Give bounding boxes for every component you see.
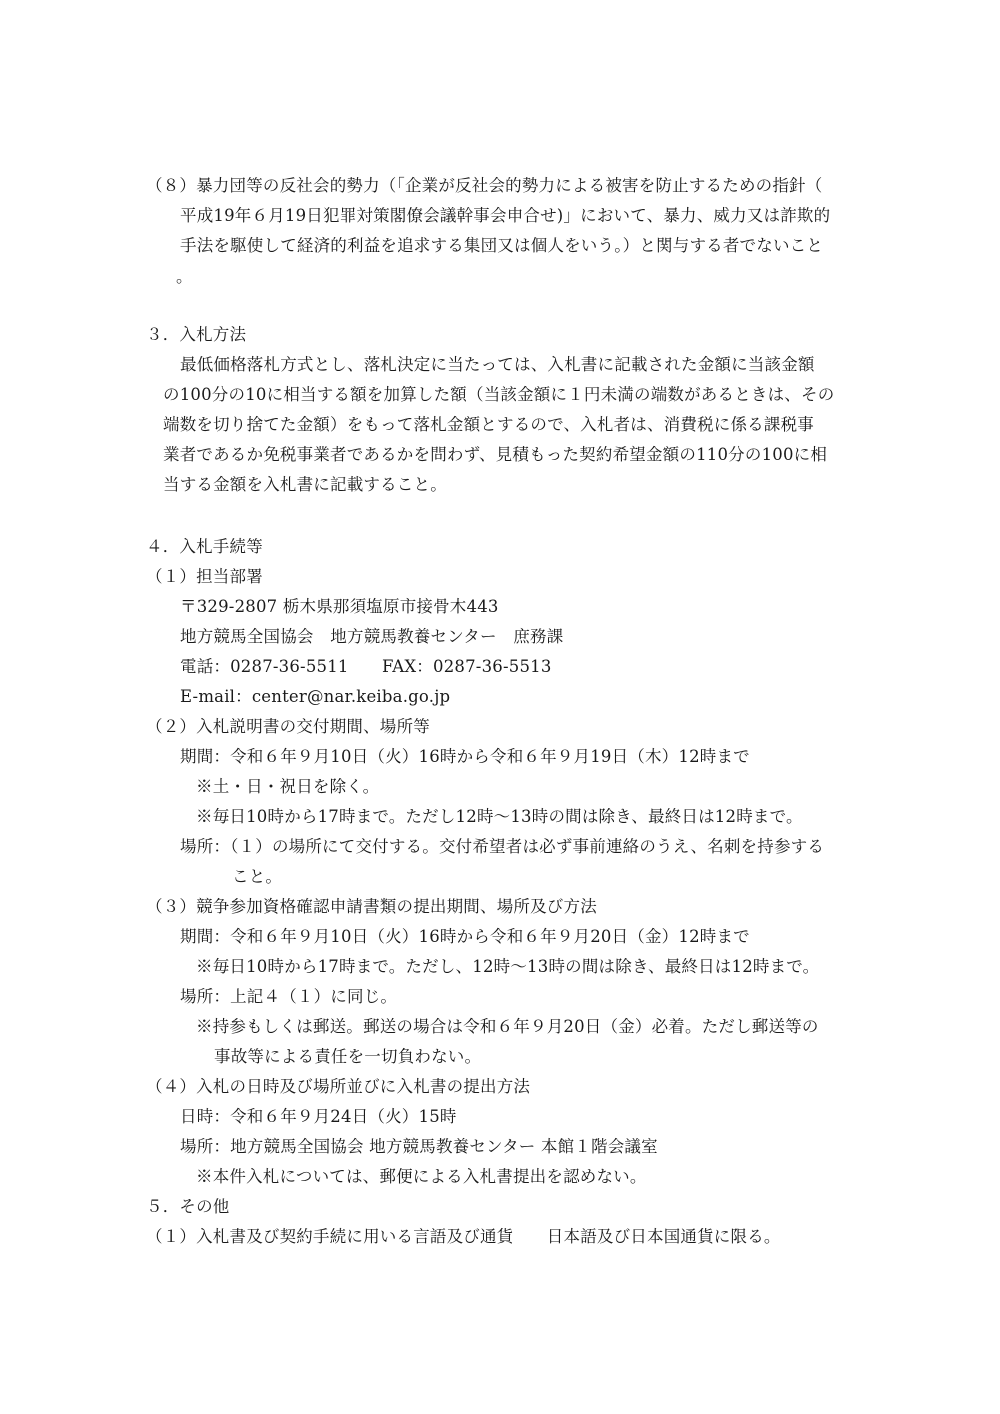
section4-3-note1: ※毎日10時から17時まで。ただし、12時～13時の間は除き、最終日は12時まで。	[196, 957, 820, 976]
section4-4-note: ※本件入札については、郵便による入札書提出を認めない。	[196, 1167, 647, 1186]
section4-2-place-line2: こと。	[232, 867, 283, 886]
section4-1-address: 〒329-2807 栃木県那須塩原市接骨木443	[180, 597, 499, 616]
section4-3-place: 場所：上記４（１）に同じ。	[180, 987, 398, 1006]
section4-1-phone: 電話：0287-36-5511 FAX：0287-36-5513	[180, 657, 552, 676]
section4-3-note2-line1: ※持参もしくは郵送。郵送の場合は令和６年９月20日（金）必着。ただし郵送等の	[196, 1017, 819, 1036]
section4-1-email: E-mail：center@nar.keiba.go.jp	[180, 687, 451, 706]
section3-paragraph-line4: 業者であるか免税事業者であるかを問わず、見積もった契約希望金額の110分の100に相	[163, 445, 828, 464]
section4-4-place: 場所：地方競馬全国協会 地方競馬教養センター 本館１階会議室	[180, 1137, 658, 1156]
section4-2-heading: （２）入札説明書の交付期間、場所等	[146, 717, 430, 736]
section8-line4: 。	[176, 267, 193, 286]
section3-heading: ３．入札方法	[146, 325, 247, 344]
section4-3-note2-line2: 事故等による責任を一切負わない。	[214, 1047, 482, 1066]
section5-heading: ５．その他	[146, 1197, 230, 1216]
section4-4-heading: （４）入札の日時及び場所並びに入札書の提出方法	[146, 1077, 531, 1096]
section3-paragraph-line3: 端数を切り捨てた金額）をもって落札金額とするので、入札者は、消費税に係る課税事	[163, 415, 814, 434]
section3-paragraph-line1: 最低価格落札方式とし、落札決定に当たっては、入札書に記載された金額に当該金額	[180, 355, 815, 374]
section4-1-heading: （１）担当部署	[146, 567, 263, 586]
section3-paragraph-line2: の100分の10に相当する額を加算した額（当該金額に１円未満の端数があるときは、その	[163, 385, 835, 404]
section4-3-heading: （３）競争参加資格確認申請書類の提出期間、場所及び方法	[146, 897, 597, 916]
section4-2-period: 期間：令和６年９月10日（火）16時から令和６年９月19日（木）12時まで	[180, 747, 750, 766]
section4-3-period: 期間：令和６年９月10日（火）16時から令和６年９月20日（金）12時まで	[180, 927, 750, 946]
section8-line2: 平成19年６月19日犯罪対策閣僚会議幹事会申合せ)」において、暴力、威力又は詐欺的	[180, 206, 831, 225]
section4-1-org: 地方競馬全国協会 地方競馬教養センター 庶務課	[180, 627, 564, 646]
section4-2-note1: ※土・日・祝日を除く。	[196, 777, 380, 796]
section8-line1: （８）暴力団等の反社会的勢力（「企業が反社会的勢力による被害を防止するための指針（	[146, 176, 823, 195]
section5-1: （１）入札書及び契約手続に用いる言語及び通貨 日本語及び日本国通貨に限る。	[146, 1227, 781, 1246]
section4-2-place-line1: 場所：（１）の場所にて交付する。交付希望者は必ず事前連絡のうえ、名刺を持参する	[180, 837, 825, 856]
section4-heading: ４．入札手続等	[146, 537, 263, 556]
section4-4-datetime: 日時：令和６年９月24日（火）15時	[180, 1107, 457, 1126]
section3-paragraph-line5: 当する金額を入札書に記載すること。	[163, 475, 447, 494]
section4-2-note2: ※毎日10時から17時まで。ただし12時～13時の間は除き、最終日は12時まで。	[196, 807, 803, 826]
section8-line3: 手法を駆使して経済的利益を追求する集団又は個人をいう。）と関与する者でないこと	[180, 236, 824, 255]
